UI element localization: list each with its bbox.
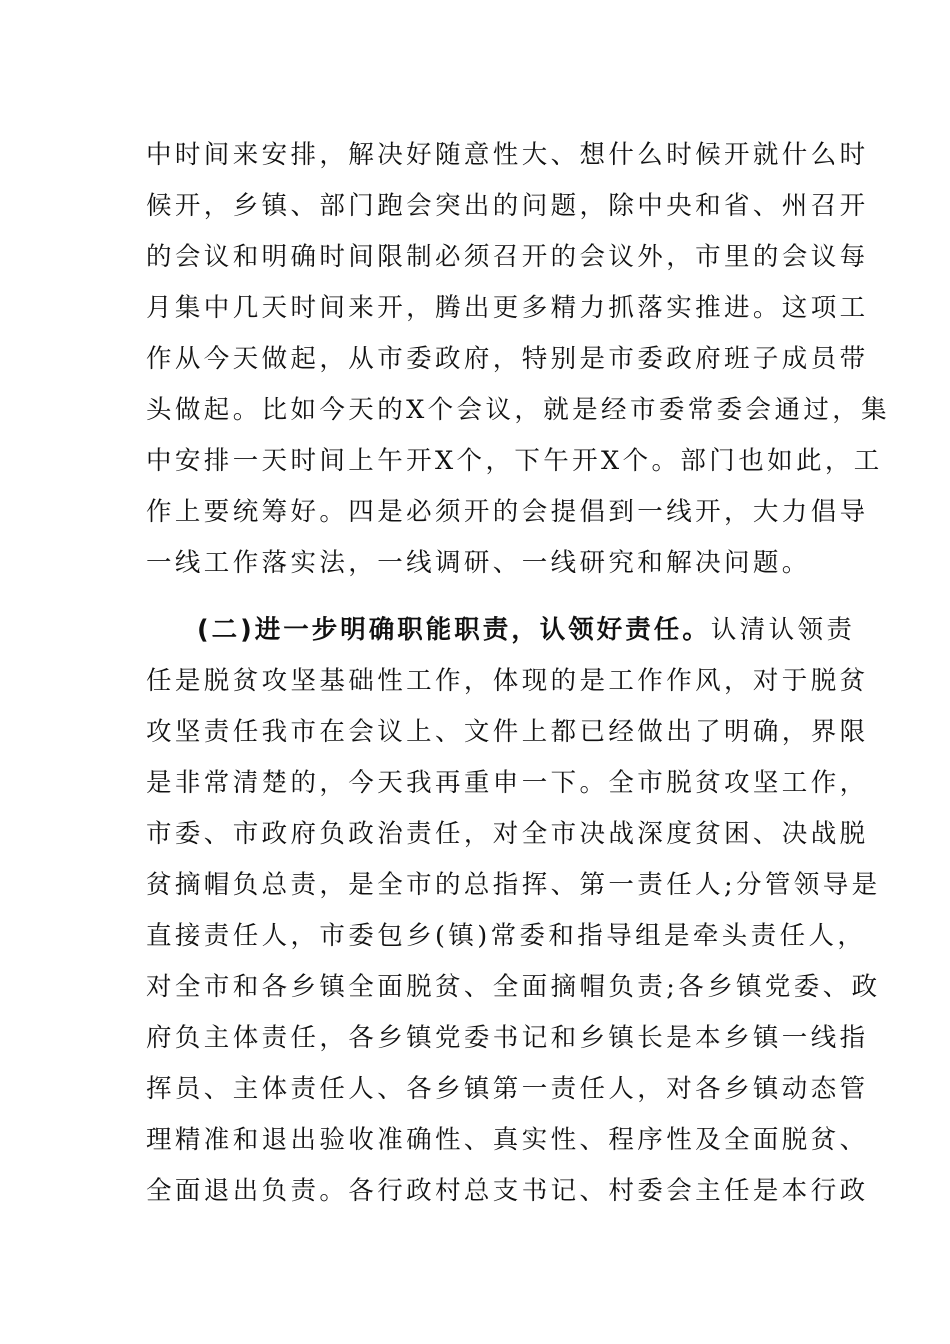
- paragraph-line: 全面退出负责。各行政村总支书记、村委会主任是本行政: [146, 1176, 869, 1206]
- paragraph-line: 头做起。比如今天的X个会议，就是经市委常委会通过，集: [146, 395, 891, 425]
- paragraph-line: 挥员、主体责任人、各乡镇第一责任人，对各乡镇动态管: [146, 1074, 869, 1104]
- paragraph-line: 月集中几天时间来开，腾出更多精力抓落实推进。这项工: [146, 293, 869, 323]
- paragraph-line: 攻坚责任我市在会议上、文件上都已经做出了明确，界限: [146, 717, 869, 747]
- paragraph-line: 的会议和明确时间限制必须召开的会议外，市里的会议每: [146, 242, 869, 272]
- paragraph-line: 作从今天做起，从市委政府，特别是市委政府班子成员带: [146, 344, 869, 374]
- paragraph-line: 作上要统筹好。四是必须开的会提倡到一线开，大力倡导: [146, 497, 869, 527]
- paragraph-line: 直接责任人，市委包乡(镇)常委和指导组是牵头责任人，: [146, 921, 867, 951]
- section-heading: (二)进一步明确职能职责，认领好责任。: [197, 615, 711, 645]
- paragraph-line: 是非常清楚的，今天我再重申一下。全市脱贫攻坚工作，: [146, 768, 869, 798]
- paragraph-2: [146, 605, 881, 1217]
- paragraph-line: 府负主体责任，各乡镇党委书记和乡镇长是本乡镇一线指: [146, 1023, 869, 1053]
- paragraph-line: 市委、市政府负政治责任，对全市决战深度贫困、决战脱: [146, 819, 869, 849]
- paragraph-gap: [146, 589, 810, 605]
- paragraph-1: [146, 130, 891, 589]
- paragraph-line: 理精准和退出验收准确性、真实性、程序性及全面脱贫、: [146, 1125, 869, 1155]
- paragraph-line: 中安排一天时间上午开X个，下午开X个。部门也如此，工: [146, 446, 883, 476]
- paragraph-line: 贫摘帽负总责，是全市的总指挥、第一责任人;分管领导是: [146, 870, 881, 900]
- paragraph-line: 候开，乡镇、部门跑会突出的问题，除中央和省、州召开: [146, 191, 869, 221]
- paragraph-line: 中时间来安排，解决好随意性大、想什么时候开就什么时: [146, 140, 869, 170]
- document-body: [146, 130, 891, 1217]
- paragraph-line: 一线工作落实法，一线调研、一线研究和解决问题。: [146, 548, 811, 578]
- paragraph-line: 对全市和各乡镇全面脱贫、全面摘帽负责;各乡镇党委、政: [146, 972, 881, 1002]
- paragraph-line: 任是脱贫攻坚基础性工作，体现的是工作作风，对于脱贫: [146, 666, 869, 696]
- paragraph-first-line: [146, 605, 856, 656]
- paragraph-line-rest: 认清认领责: [710, 615, 856, 645]
